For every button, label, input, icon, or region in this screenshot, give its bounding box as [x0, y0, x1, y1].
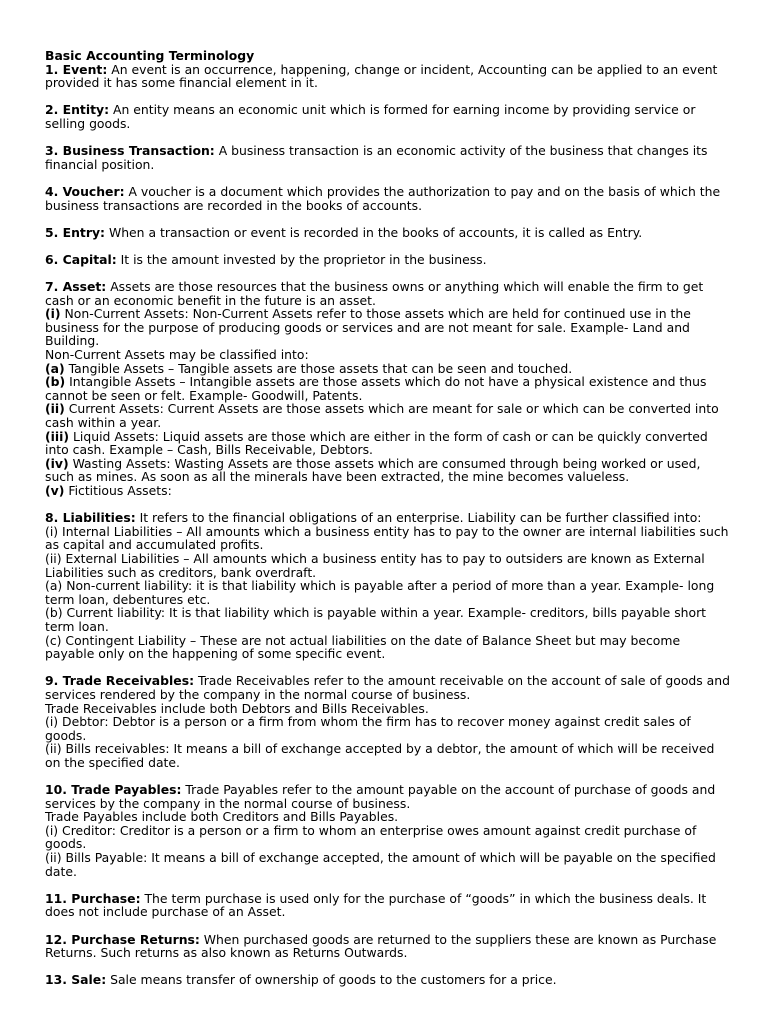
term-label: 6. Capital:: [45, 251, 117, 267]
asset-wasting: [45, 457, 731, 484]
list-marker: (iii): [45, 428, 70, 444]
liabilities-current: (b) Current liability: It is that liability which is payable within a year. Example- creditors, bills payable short term loan.: [45, 605, 707, 634]
list-text: Fictitious Assets:: [64, 483, 172, 498]
term-definition: It refers to the financial obligations of an enterprise. Liability can be further classified into:: [135, 510, 702, 526]
term-definition: Trade Payables refer to the amount payable on the account of purchase of goods and services by the company in the normal course of business.: [45, 782, 716, 811]
list-text: Non-Current Assets: Non-Current Assets refer to those assets which are held for continued use in the business for the purpose of producing goods or services and are not meant for sale. Example- Land and Building.: [45, 306, 691, 349]
term-definition: An event is an occurrence, happening, change or incident, Accounting can be applied to an event provided it has some financial element in it.: [45, 61, 718, 91]
term-definition: When purchased goods are returned to the suppliers these are known as Purchase Returns. Such returns as also known as Returns Outwards.: [45, 931, 717, 961]
term-definition: An entity means an economic unit which is formed for earning income by providing service or selling goods.: [45, 102, 696, 131]
term-trade-receivables: [45, 674, 731, 769]
asset-tangible: [45, 362, 731, 376]
trade-receivables-bills: (ii) Bills receivables: It means a bill of exchange accepted by a debtor, the amount of which will be received on the specified date.: [45, 741, 715, 770]
term-definition: A voucher is a document which provides the authorization to pay and on the basis of which the business transactions are recorded in the books of accounts.: [45, 183, 721, 213]
document-title: Basic Accounting Terminology: [45, 48, 255, 63]
liabilities-external: (ii) External Liabilities – All amounts which a business entity has to pay to outsiders are known as External Liabilities such as creditors, bank overdraft.: [45, 550, 705, 580]
term-purchase: [45, 892, 731, 919]
term-sale: [45, 973, 731, 987]
term-entry: [45, 226, 731, 240]
asset-current: [45, 402, 731, 429]
term-liabilities: [45, 511, 731, 661]
term-label: 1. Event:: [45, 61, 108, 77]
term-label: 7. Asset:: [45, 279, 107, 295]
asset-liquid: [45, 430, 731, 457]
term-business-transaction: [45, 144, 731, 171]
trade-receivables-include: Trade Receivables include both Debtors and Bills Receivables.: [45, 700, 429, 716]
term-definition: A business transaction is an economic activity of the business that changes its financial position.: [45, 143, 708, 172]
term-definition: It is the amount invested by the proprietor in the business.: [116, 251, 487, 267]
list-text: Tangible Assets – Tangible assets are those assets that can be seen and touched.: [64, 360, 573, 376]
document-page: [45, 49, 731, 987]
asset-intro: [45, 280, 731, 307]
term-label: 3. Business Transaction:: [45, 143, 215, 159]
trade-payables-intro: [45, 783, 731, 810]
term-capital: [45, 253, 731, 267]
term-definition: The term purchase is used only for the purchase of “goods” in which the business deals. It does not include purchase of an Asset.: [45, 890, 707, 920]
list-text: Wasting Assets: Wasting Assets are those assets which are consumed through being worked or used, such as mines. As soon as all the minerals have been extracted, the mine becomes valueless.: [45, 455, 701, 485]
trade-receivables-debtor: (i) Debtor: Debtor is a person or a firm from whom the firm has to recover money against credit sales of goods.: [45, 714, 691, 743]
list-marker: (v): [45, 483, 65, 498]
term-label: 4. Voucher:: [45, 183, 125, 199]
term-label: 12. Purchase Returns:: [45, 931, 200, 947]
asset-classified: Non-Current Assets may be classified into:: [45, 347, 309, 363]
liabilities-internal: (i) Internal Liabilities – All amounts which a business entity has to pay to the owner are internal liabilities such as capital and accumulated profits.: [45, 523, 729, 553]
term-event: [45, 63, 731, 90]
list-marker: (ii): [45, 401, 65, 417]
term-label: 13. Sale:: [45, 972, 107, 988]
list-text: Current Assets: Current Assets are those assets which are meant for sale or which can be converted into cash within a year.: [45, 401, 719, 431]
term-label: 2. Entity:: [45, 102, 110, 118]
liabilities-non-current: (a) Non-current liability: it is that liability which is payable after a period of more than a year. Example- long term loan, debentures etc.: [45, 578, 715, 607]
list-marker: (a): [45, 360, 65, 376]
trade-payables-include: Trade Payables include both Creditors and Bills Payables.: [45, 809, 399, 825]
list-marker: (b): [45, 374, 66, 390]
term-label: 9. Trade Receivables:: [45, 673, 195, 689]
term-definition: Trade Receivables refer to the amount receivable on the account of sale of goods and services rendered by the company in the normal course of business.: [45, 673, 730, 702]
term-definition: Assets are those resources that the business owns or anything which will enable the firm to get cash or an economic benefit in the future is an asset.: [45, 279, 704, 308]
term-definition: Sale means transfer of ownership of goods to the customers for a price.: [106, 972, 557, 988]
term-definition: When a transaction or event is recorded in the books of accounts, it is called as Entry.: [105, 224, 643, 240]
trade-payables-creditor: (i) Creditor: Creditor is a person or a firm to whom an enterprise owes amount against credit purchase of goods.: [45, 822, 697, 852]
trade-receivables-intro: [45, 674, 731, 701]
term-trade-payables: [45, 783, 731, 878]
list-marker: (i): [45, 306, 61, 322]
asset-fictitious: [45, 484, 731, 498]
term-entity: [45, 103, 731, 130]
liabilities-contingent: (c) Contingent Liability – These are not actual liabilities on the date of Balance Sheet but may become payable only on the happening of some specific event.: [45, 632, 681, 662]
list-text: Intangible Assets – Intangible assets are those assets which do not have a physical existence and thus cannot be seen or felt. Example- Goodwill, Patents.: [45, 374, 707, 403]
term-purchase-returns: [45, 933, 731, 960]
term-voucher: [45, 185, 731, 212]
asset-non-current: [45, 307, 731, 348]
term-label: 8. Liabilities:: [45, 510, 136, 526]
list-text: Liquid Assets: Liquid assets are those which are either in the form of cash or can be quickly converted into cash. Example – Cash, Bills Receivable, Debtors.: [45, 428, 708, 458]
term-label: 11. Purchase:: [45, 890, 141, 906]
term-label: 5. Entry:: [45, 224, 105, 240]
list-marker: (iv): [45, 455, 69, 471]
trade-payables-bills: (ii) Bills Payable: It means a bill of exchange accepted, the amount of which will be payable on the specified date.: [45, 850, 716, 879]
asset-intangible: [45, 375, 731, 402]
liabilities-intro: [45, 511, 731, 525]
term-label: 10. Trade Payables:: [45, 782, 182, 798]
term-asset: [45, 280, 731, 498]
